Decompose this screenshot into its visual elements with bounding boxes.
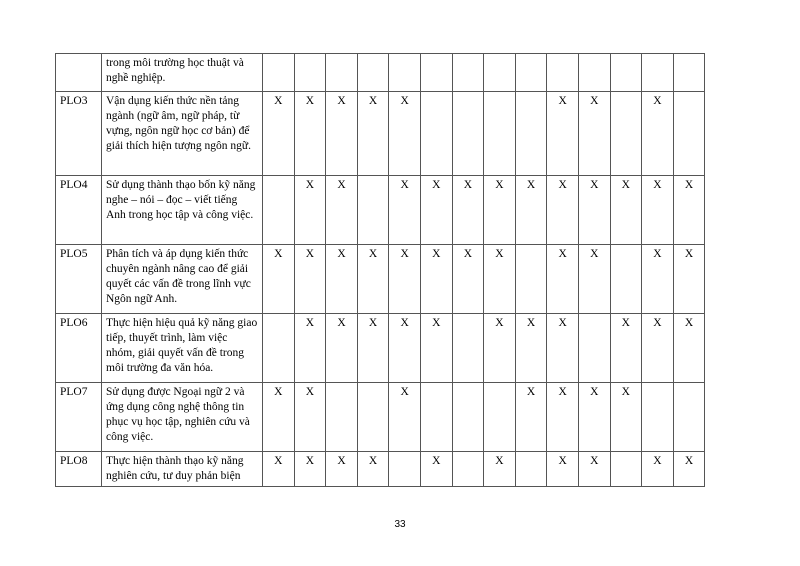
mark-cell: X [357, 452, 389, 487]
table-row [56, 54, 705, 92]
mark-cell: X [515, 176, 547, 245]
table-row [56, 452, 705, 487]
mark-cell: X [420, 452, 452, 487]
plo-code: PLO5 [56, 245, 102, 314]
mark-cell: X [420, 245, 452, 314]
mark-cell: X [326, 452, 358, 487]
mark-cell: X [673, 245, 705, 314]
mark-cell [452, 383, 484, 452]
plo-code: PLO7 [56, 383, 102, 452]
mark-cell: X [484, 245, 516, 314]
mark-cell: X [452, 176, 484, 245]
mark-cell [263, 314, 295, 383]
mark-cell: X [484, 314, 516, 383]
mark-cell [484, 92, 516, 176]
mark-cell: X [515, 383, 547, 452]
mark-cell [673, 383, 705, 452]
mark-cell: X [357, 92, 389, 176]
mark-cell: X [515, 314, 547, 383]
mark-cell: X [263, 383, 295, 452]
plo-description: Thực hiện thành thạo kỹ năng nghiên cứu, tư duy phản biện [102, 452, 263, 487]
mark-cell: X [294, 245, 326, 314]
mark-cell [578, 54, 610, 92]
plo-code: PLO4 [56, 176, 102, 245]
plo-description: Vận dụng kiến thức nền tảng ngành (ngữ âm, ngữ pháp, từ vựng, ngôn ngữ học cơ bản) để giải thích hiện tượng ngôn ngữ. [102, 92, 263, 176]
mark-cell: X [389, 314, 421, 383]
mark-cell: X [389, 92, 421, 176]
mark-cell: X [642, 314, 674, 383]
table-row [56, 245, 705, 314]
mark-cell [326, 54, 358, 92]
mark-cell: X [294, 92, 326, 176]
plo-matrix-table [55, 53, 705, 487]
plo-code: PLO8 [56, 452, 102, 487]
table-row [56, 383, 705, 452]
plo-code: PLO3 [56, 92, 102, 176]
mark-cell: X [452, 245, 484, 314]
mark-cell: X [547, 245, 579, 314]
mark-cell [610, 92, 642, 176]
mark-cell: X [578, 92, 610, 176]
mark-cell [326, 383, 358, 452]
mark-cell: X [547, 176, 579, 245]
mark-cell [452, 92, 484, 176]
mark-cell: X [642, 245, 674, 314]
mark-cell: X [578, 383, 610, 452]
plo-description: Thực hiện hiệu quả kỹ năng giao tiếp, thuyết trình, làm việc nhóm, giải quyết vấn đề trong môi trường đa văn hóa. [102, 314, 263, 383]
mark-cell: X [673, 452, 705, 487]
mark-cell [420, 383, 452, 452]
page-number: 33 [394, 519, 406, 530]
mark-cell [484, 383, 516, 452]
table-row [56, 92, 705, 176]
mark-cell [515, 54, 547, 92]
mark-cell: X [547, 92, 579, 176]
mark-cell: X [263, 92, 295, 176]
mark-cell: X [578, 245, 610, 314]
mark-cell [515, 245, 547, 314]
mark-cell [484, 54, 516, 92]
mark-cell [452, 314, 484, 383]
mark-cell: X [547, 314, 579, 383]
plo-description: trong môi trường học thuật và nghề nghiệp. [102, 54, 263, 92]
mark-cell: X [294, 383, 326, 452]
mark-cell [642, 54, 674, 92]
mark-cell [389, 452, 421, 487]
mark-cell: X [357, 245, 389, 314]
mark-cell: X [326, 176, 358, 245]
mark-cell: X [610, 314, 642, 383]
mark-cell: X [326, 314, 358, 383]
mark-cell [263, 54, 295, 92]
mark-cell: X [357, 314, 389, 383]
mark-cell [294, 54, 326, 92]
mark-cell [642, 383, 674, 452]
mark-cell [578, 314, 610, 383]
mark-cell [515, 92, 547, 176]
mark-cell: X [294, 452, 326, 487]
mark-cell: X [294, 314, 326, 383]
mark-cell [452, 452, 484, 487]
mark-cell: X [294, 176, 326, 245]
mark-cell [610, 54, 642, 92]
mark-cell: X [578, 176, 610, 245]
mark-cell: X [484, 452, 516, 487]
mark-cell [610, 452, 642, 487]
mark-cell: X [673, 176, 705, 245]
mark-cell: X [484, 176, 516, 245]
mark-cell: X [610, 383, 642, 452]
table-row [56, 176, 705, 245]
plo-description: Phân tích và áp dụng kiến thức chuyên ngành nâng cao để giải quyết các vấn đề trong lĩnh vực Ngôn ngữ Anh. [102, 245, 263, 314]
mark-cell [452, 54, 484, 92]
mark-cell: X [642, 176, 674, 245]
mark-cell [357, 383, 389, 452]
mark-cell: X [389, 176, 421, 245]
plo-code [56, 54, 102, 92]
mark-cell [547, 54, 579, 92]
mark-cell: X [420, 176, 452, 245]
mark-cell [357, 54, 389, 92]
mark-cell [389, 54, 421, 92]
mark-cell: X [389, 383, 421, 452]
mark-cell [673, 54, 705, 92]
mark-cell [420, 54, 452, 92]
mark-cell: X [642, 92, 674, 176]
mark-cell: X [547, 383, 579, 452]
plo-code: PLO6 [56, 314, 102, 383]
mark-cell: X [642, 452, 674, 487]
mark-cell: X [326, 245, 358, 314]
mark-cell: X [389, 245, 421, 314]
mark-cell [420, 92, 452, 176]
mark-cell: X [420, 314, 452, 383]
mark-cell: X [326, 92, 358, 176]
mark-cell [263, 176, 295, 245]
mark-cell: X [610, 176, 642, 245]
table-row [56, 314, 705, 383]
plo-description: Sử dụng thành thạo bốn kỹ năng nghe – nói – đọc – viết tiếng Anh trong học tập và công việc. [102, 176, 263, 245]
mark-cell [610, 245, 642, 314]
mark-cell [673, 92, 705, 176]
plo-description: Sử dụng được Ngoại ngữ 2 và ứng dụng công nghệ thông tin phục vụ học tập, nghiên cứu và công việc. [102, 383, 263, 452]
mark-cell: X [578, 452, 610, 487]
mark-cell [515, 452, 547, 487]
mark-cell: X [263, 245, 295, 314]
mark-cell: X [263, 452, 295, 487]
mark-cell: X [547, 452, 579, 487]
mark-cell [357, 176, 389, 245]
mark-cell: X [673, 314, 705, 383]
